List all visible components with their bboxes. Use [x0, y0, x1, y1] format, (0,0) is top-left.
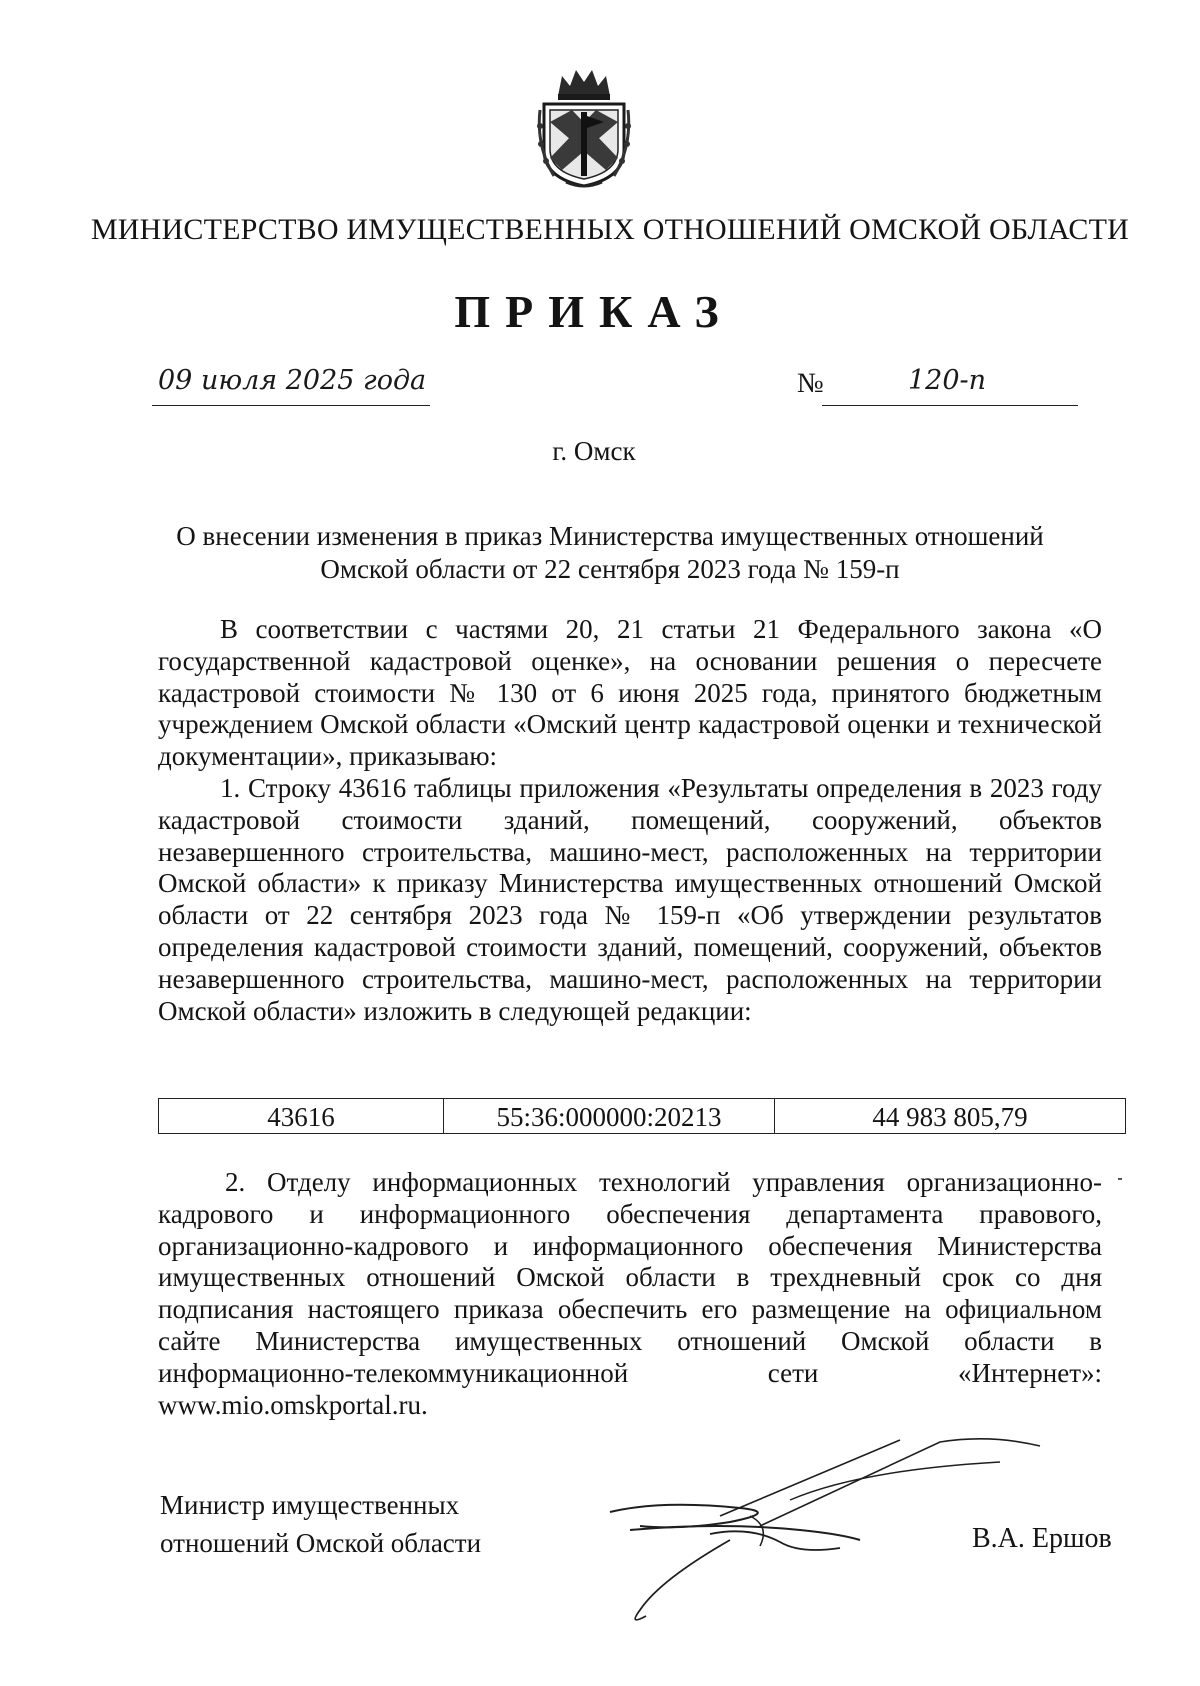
date-underline: [152, 405, 430, 406]
ministry-name: МИНИСТЕРСТВО ИМУЩЕСТВЕННЫХ ОТНОШЕНИЙ ОМСКОЙ ОБЛАСТИ: [90, 213, 1130, 246]
order-number: 120-п: [908, 365, 987, 396]
coat-of-arms-icon: [536, 66, 632, 190]
item-2-paragraph: 2. Отделу информационных технологий управления организационно-кадрового и информационного обеспечения департамента правового, организационно-кадрового и информационного обеспечения Министерства имущественных отношений Омской области в трехдневный срок со дня подписания настоящего приказа обеспечить его размещение на официальном сайте Министерства имущественных отношений Омской области в информационно-телекоммуникационной сети «Интернет»: www.mio.omskportal.ru.: [158, 1167, 1102, 1420]
row-number-cell: 43616: [159, 1099, 444, 1134]
cadastral-table: [158, 1098, 1126, 1134]
table-row: [159, 1099, 1126, 1134]
signer-position-line: Министр имущественных: [160, 1490, 460, 1520]
signer-position: [160, 1486, 481, 1562]
number-underline: [822, 405, 1078, 406]
signer-name: В.А. Ершов: [972, 1523, 1112, 1554]
preamble-paragraph: В соответствии с частями 20, 21 статьи 21 Федерального закона «О государственной кадастровой оценке», на основании решения о пересчете кадастровой стоимости № 130 от 6 июня 2025 года, принятого бюджетным учреждением Омской области «Омский центр кадастровой оценки и технической документации», приказываю:: [158, 614, 1102, 772]
order-subject: [140, 520, 1080, 586]
item-1-paragraph: 1. Строку 43616 таблицы приложения «Результаты определения в 2023 году кадастровой стоимости зданий, помещений, сооружений, объектов незавершенного строительства, машино-мест, расположенных на территории Омской области» к приказу Министерства имущественных отношений Омской области от 22 сентября 2023 года № 159-п «Об утверждении результатов определения кадастровой стоимости зданий, помещений, сооружений, объектов незавершенного строительства, машино-мест, расположенных на территории Омской области» изложить в следующей редакции:: [158, 773, 1102, 1026]
document-type-title: ПРИКАЗ: [454, 286, 734, 337]
scan-mark: [1118, 1178, 1122, 1180]
cadastral-value-cell: 44 983 805,79: [775, 1099, 1126, 1134]
cadastral-number-cell: 55:36:000000:20213: [444, 1099, 775, 1134]
subject-line: Омской области от 22 сентября 2023 года № 159-п: [320, 554, 900, 584]
subject-line: О внесении изменения в приказ Министерства имущественных отношений: [176, 521, 1044, 551]
order-date: 09 июля 2025 года: [158, 365, 427, 396]
number-sign: №: [797, 368, 824, 399]
signer-position-line: отношений Омской области: [160, 1528, 482, 1558]
city: г. Омск: [552, 436, 636, 466]
